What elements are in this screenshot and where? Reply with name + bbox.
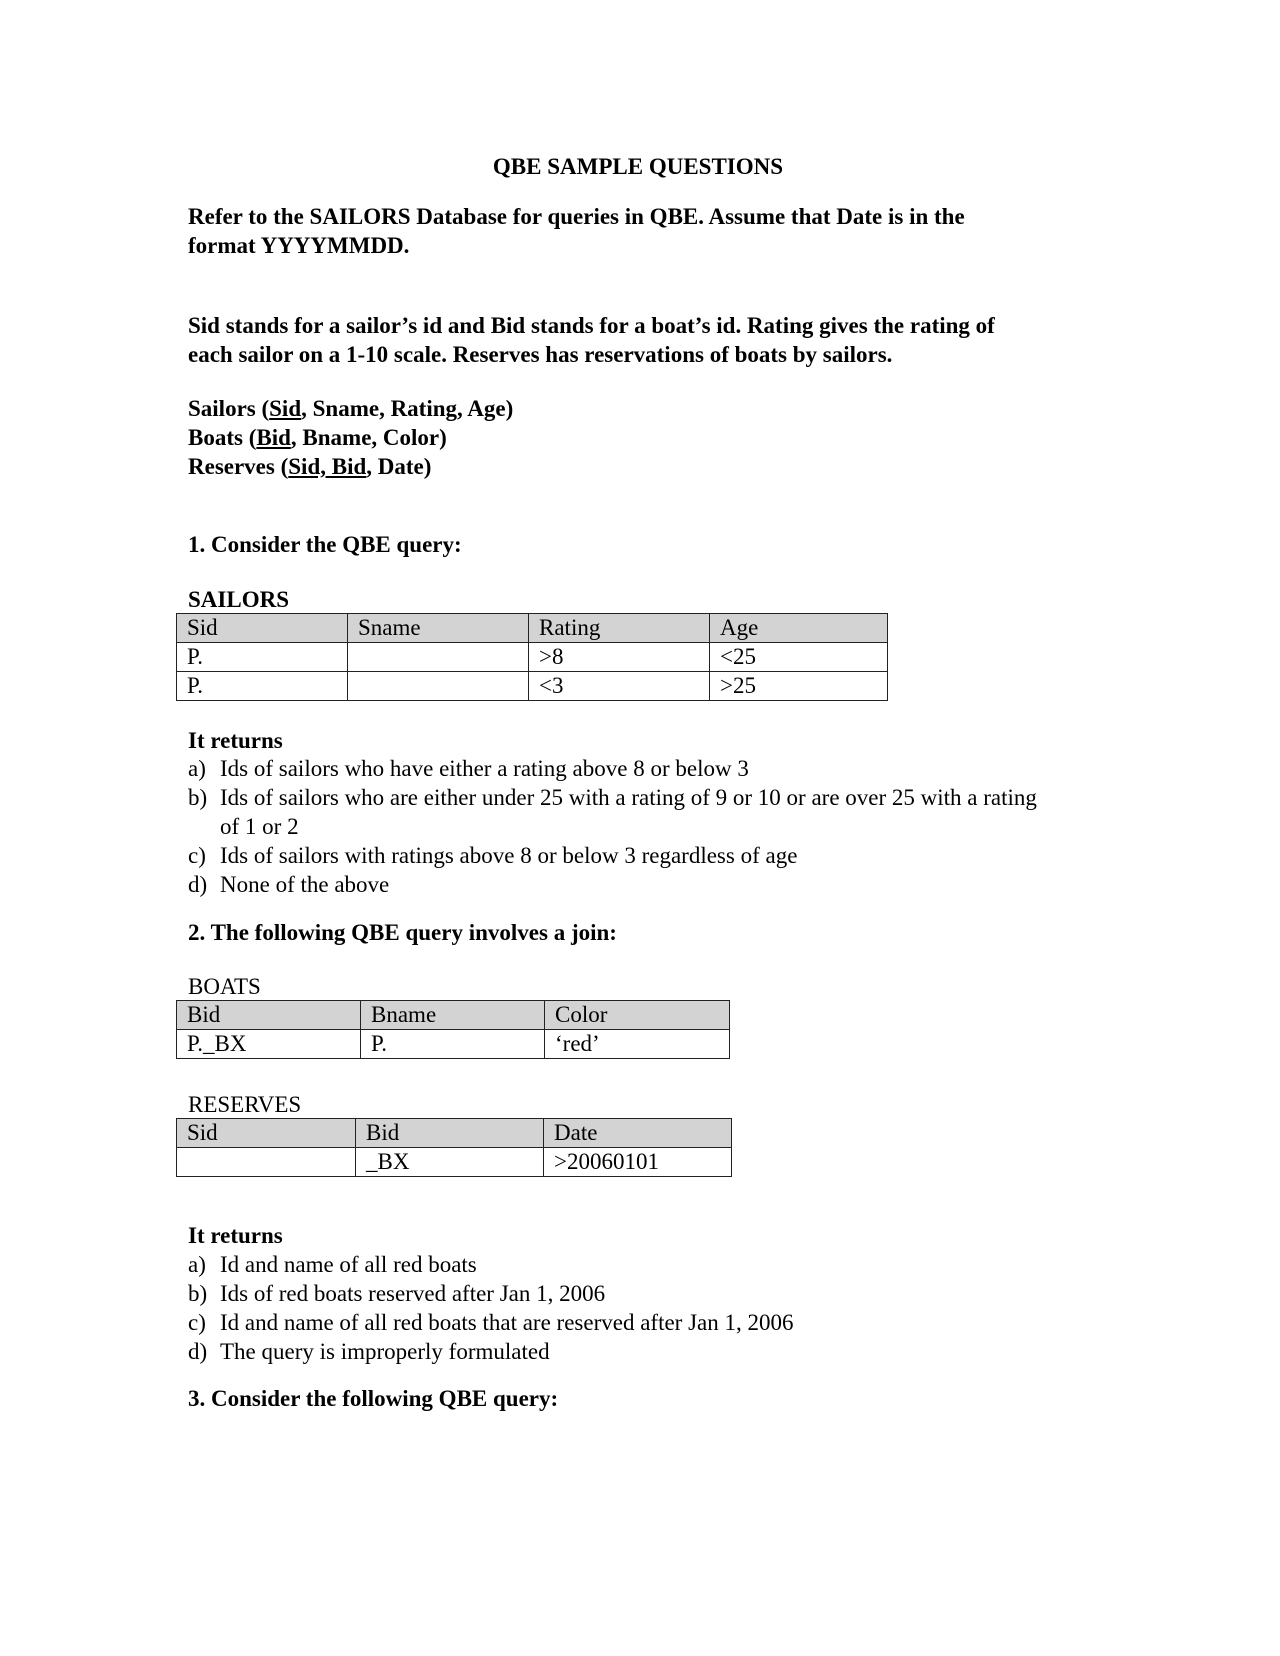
option-d: d) The query is improperly formulated	[188, 1339, 550, 1364]
schema-sailors: Sailors (Sid, Sname, Rating, Age)	[188, 396, 514, 421]
page-title: QBE SAMPLE QUESTIONS	[492, 154, 784, 179]
boats-qbe-table	[176, 1000, 730, 1059]
sailors-qbe-table	[176, 613, 888, 701]
reserves-qbe-table	[176, 1118, 732, 1177]
table-cell	[177, 1148, 356, 1177]
table-row	[177, 1148, 732, 1177]
table-cell: P._BX	[177, 1030, 361, 1059]
option-a: a) Ids of sailors who have either a rating above 8 or below 3	[188, 756, 749, 781]
question-1-options	[188, 754, 1048, 899]
table-header-row	[177, 1119, 732, 1148]
option-a: a) Id and name of all red boats	[188, 1252, 477, 1277]
intro-line-2: format YYYYMMDD.	[188, 233, 410, 258]
table-cell: <25	[710, 643, 888, 672]
boats-table-label: BOATS	[188, 974, 261, 999]
table-cell: >8	[529, 643, 710, 672]
description-paragraph	[188, 311, 995, 369]
table-cell: P.	[361, 1030, 545, 1059]
sailors-table-label: SAILORS	[188, 587, 289, 612]
question-1-heading: 1. Consider the QBE query:	[188, 532, 462, 557]
table-cell: P.	[177, 643, 348, 672]
table-cell: _BX	[356, 1148, 544, 1177]
option-c: c) Ids of sailors with ratings above 8 or below 3 regardless of age	[188, 843, 798, 868]
header-cell: Bname	[361, 1001, 545, 1030]
table-cell	[348, 643, 529, 672]
table-cell: P.	[177, 672, 348, 701]
option-b: b) Ids of sailors who are either under 25 with a rating of 9 or 10 or are over 25 with a rating of 1 or 2	[188, 785, 1037, 839]
header-cell: Color	[545, 1001, 730, 1030]
schema-block	[188, 394, 513, 481]
schema-boats: Boats (Bid, Bname, Color)	[188, 425, 447, 450]
table-row	[177, 643, 888, 672]
option-c: c) Id and name of all red boats that are reserved after Jan 1, 2006	[188, 1310, 794, 1335]
table-row	[177, 1030, 730, 1059]
intro-line-1: Refer to the SAILORS Database for queries in QBE. Assume that Date is in the	[188, 204, 965, 229]
question-3-heading: 3. Consider the following QBE query:	[188, 1386, 559, 1411]
intro-paragraph	[188, 202, 965, 260]
header-cell: Rating	[529, 614, 710, 643]
question-2-options	[188, 1250, 1048, 1366]
option-d: d) None of the above	[188, 872, 390, 897]
question-2-heading: 2. The following QBE query involves a join:	[188, 920, 617, 945]
table-cell: >20060101	[544, 1148, 732, 1177]
question-2-returns-label: It returns	[188, 1223, 283, 1248]
question-1-returns-label: It returns	[188, 728, 283, 753]
header-cell: Bid	[356, 1119, 544, 1148]
description-line-1: Sid stands for a sailor’s id and Bid stands for a boat’s id. Rating gives the rating of	[188, 313, 995, 338]
table-cell: ‘red’	[545, 1030, 730, 1059]
schema-reserves: Reserves (Sid, Bid, Date)	[188, 454, 432, 479]
option-b: b) Ids of red boats reserved after Jan 1, 2006	[188, 1281, 606, 1306]
header-cell: Age	[710, 614, 888, 643]
header-cell: Sid	[177, 1119, 356, 1148]
table-header-row	[177, 1001, 730, 1030]
table-row	[177, 672, 888, 701]
table-cell: <3	[529, 672, 710, 701]
header-cell: Date	[544, 1119, 732, 1148]
table-header-row	[177, 614, 888, 643]
table-cell: >25	[710, 672, 888, 701]
reserves-table-label: RESERVES	[188, 1092, 302, 1117]
header-cell: Sname	[348, 614, 529, 643]
table-cell	[348, 672, 529, 701]
header-cell: Bid	[177, 1001, 361, 1030]
description-line-2: each sailor on a 1-10 scale. Reserves has reservations of boats by sailors.	[188, 342, 893, 367]
header-cell: Sid	[177, 614, 348, 643]
